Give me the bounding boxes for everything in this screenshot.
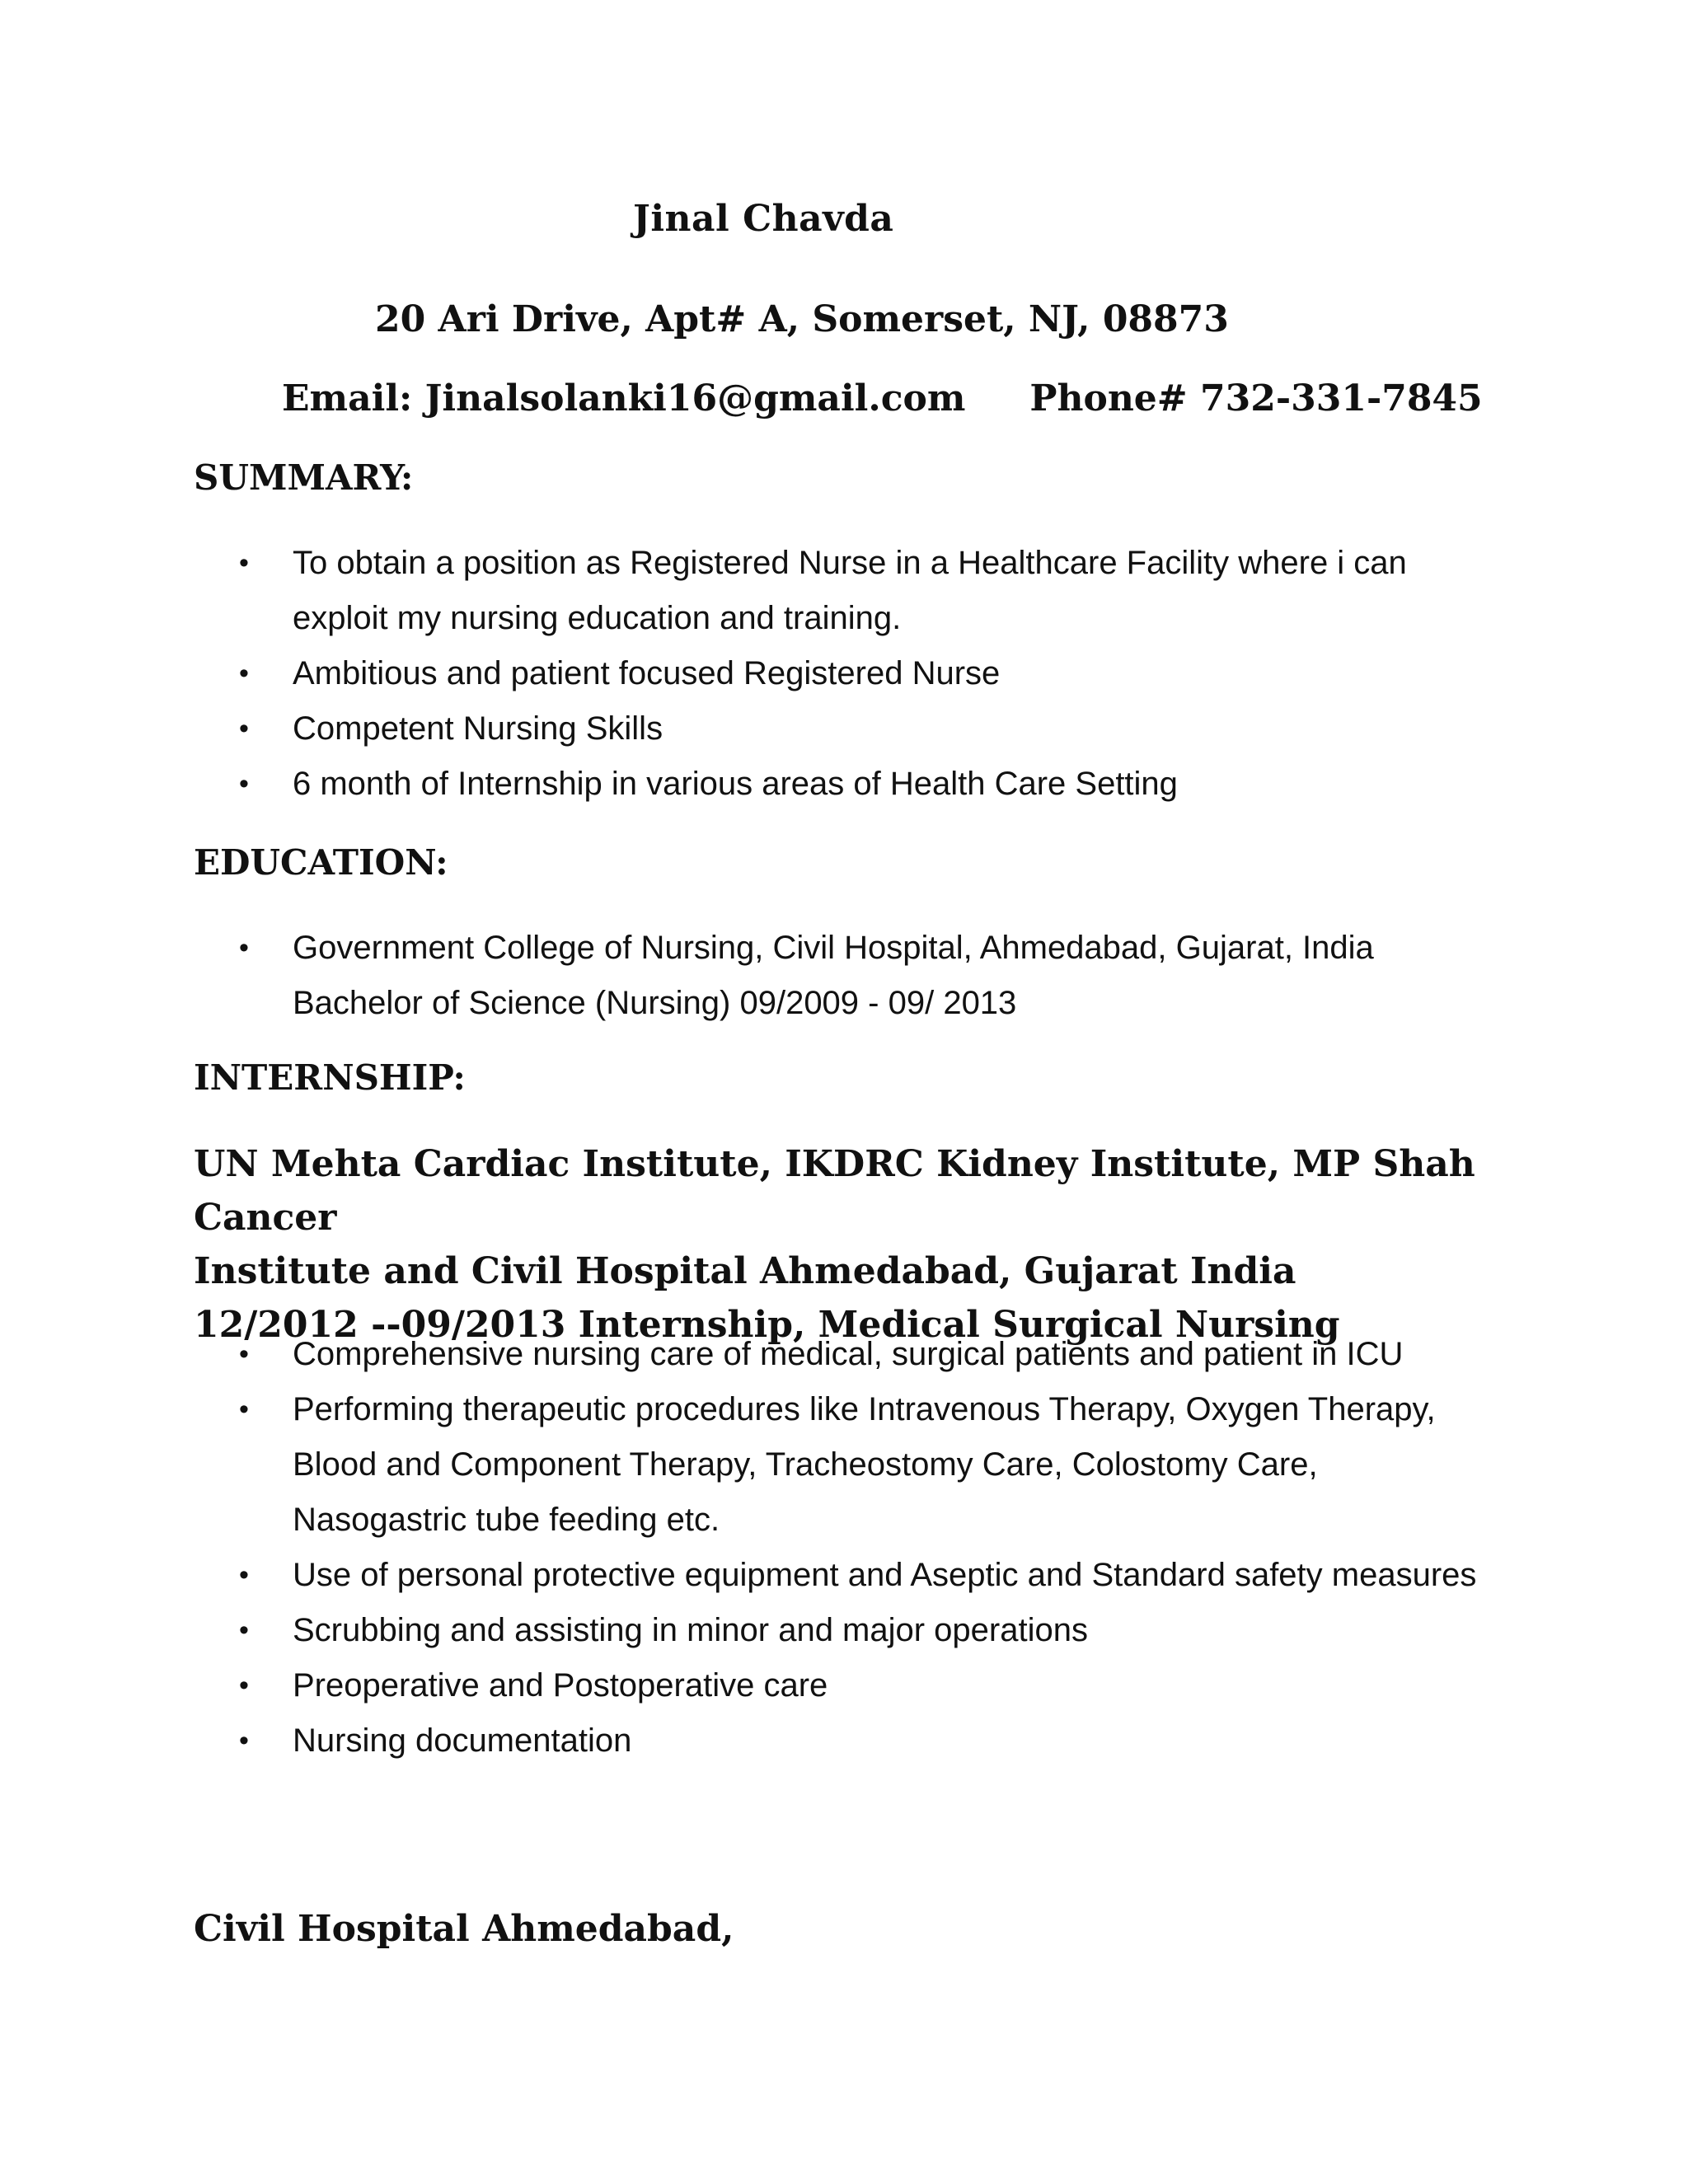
bullet-icon: •: [239, 1725, 249, 1756]
list-item: • 6 month of Internship in various areas of Health Care Setting: [239, 757, 1484, 812]
list-item: • Scrubbing and assisting in minor and major operations: [239, 1603, 1484, 1658]
bullet-icon: •: [239, 1615, 249, 1646]
list-item: • Comprehensive nursing care of medical, surgical patients and patient in ICU: [239, 1327, 1484, 1382]
email-text: Email: Jinalsolanki16@gmail.com: [282, 377, 966, 419]
institutions-line-1: UN Mehta Cardiac Institute, IKDRC Kidney Institute, MP Shah Cancer: [194, 1143, 1475, 1239]
list-item: • Performing therapeutic procedures like Intravenous Therapy, Oxygen Therapy, Blood and Component Therapy, Tracheostomy Care, Colostomy Care, Nasogastric tube feeding etc.: [239, 1382, 1484, 1548]
list-item: • To obtain a position as Registered Nurse in a Healthcare Facility where i can exploit my nursing education and training.: [239, 536, 1484, 646]
bullet-icon: •: [239, 547, 249, 579]
bullet-icon: •: [239, 932, 249, 963]
phone-text: Phone# 732-331-7845: [1029, 377, 1483, 419]
bullet-icon: •: [239, 768, 249, 799]
summary-list: [239, 536, 1484, 812]
internship-institutions: [194, 1137, 1479, 1352]
list-item: • Preoperative and Postoperative care: [239, 1658, 1484, 1713]
institutions-line-2: Institute and Civil Hospital Ahmedabad, Gujarat India: [194, 1250, 1296, 1292]
summary-heading: SUMMARY:: [194, 457, 414, 498]
candidate-address: 20 Ari Drive, Apt# A, Somerset, NJ, 08873: [375, 298, 1229, 340]
list-item: • Use of personal protective equipment and Aseptic and Standard safety measures: [239, 1548, 1484, 1603]
list-item: • Competent Nursing Skills: [239, 701, 1484, 757]
civil-hospital-heading: Civil Hospital Ahmedabad,: [194, 1908, 734, 1950]
contact-line: [282, 377, 1483, 419]
internship-heading: INTERNSHIP:: [194, 1057, 466, 1098]
candidate-name: Jinal Chavda: [633, 198, 894, 240]
bullet-icon: •: [239, 1670, 249, 1701]
bullet-icon: •: [239, 713, 249, 744]
bullet-icon: •: [239, 658, 249, 689]
education-list: [239, 921, 1459, 1031]
bullet-icon: •: [239, 1559, 249, 1591]
internship-period-title: 12/2012 --09/2013 Internship, Medical Surgical Nursing: [194, 1304, 1340, 1346]
list-item: • Nursing documentation: [239, 1713, 1484, 1769]
list-item: • Government College of Nursing, Civil Hospital, Ahmedabad, Gujarat, India Bachelor of Science (Nursing) 09/2009 - 09/ 2013: [239, 921, 1459, 1031]
bullet-icon: •: [239, 1394, 249, 1425]
list-item: • Ambitious and patient focused Registered Nurse: [239, 646, 1484, 701]
bullet-icon: •: [239, 1338, 249, 1370]
education-heading: EDUCATION:: [194, 842, 448, 883]
internship-list: [239, 1327, 1484, 1769]
